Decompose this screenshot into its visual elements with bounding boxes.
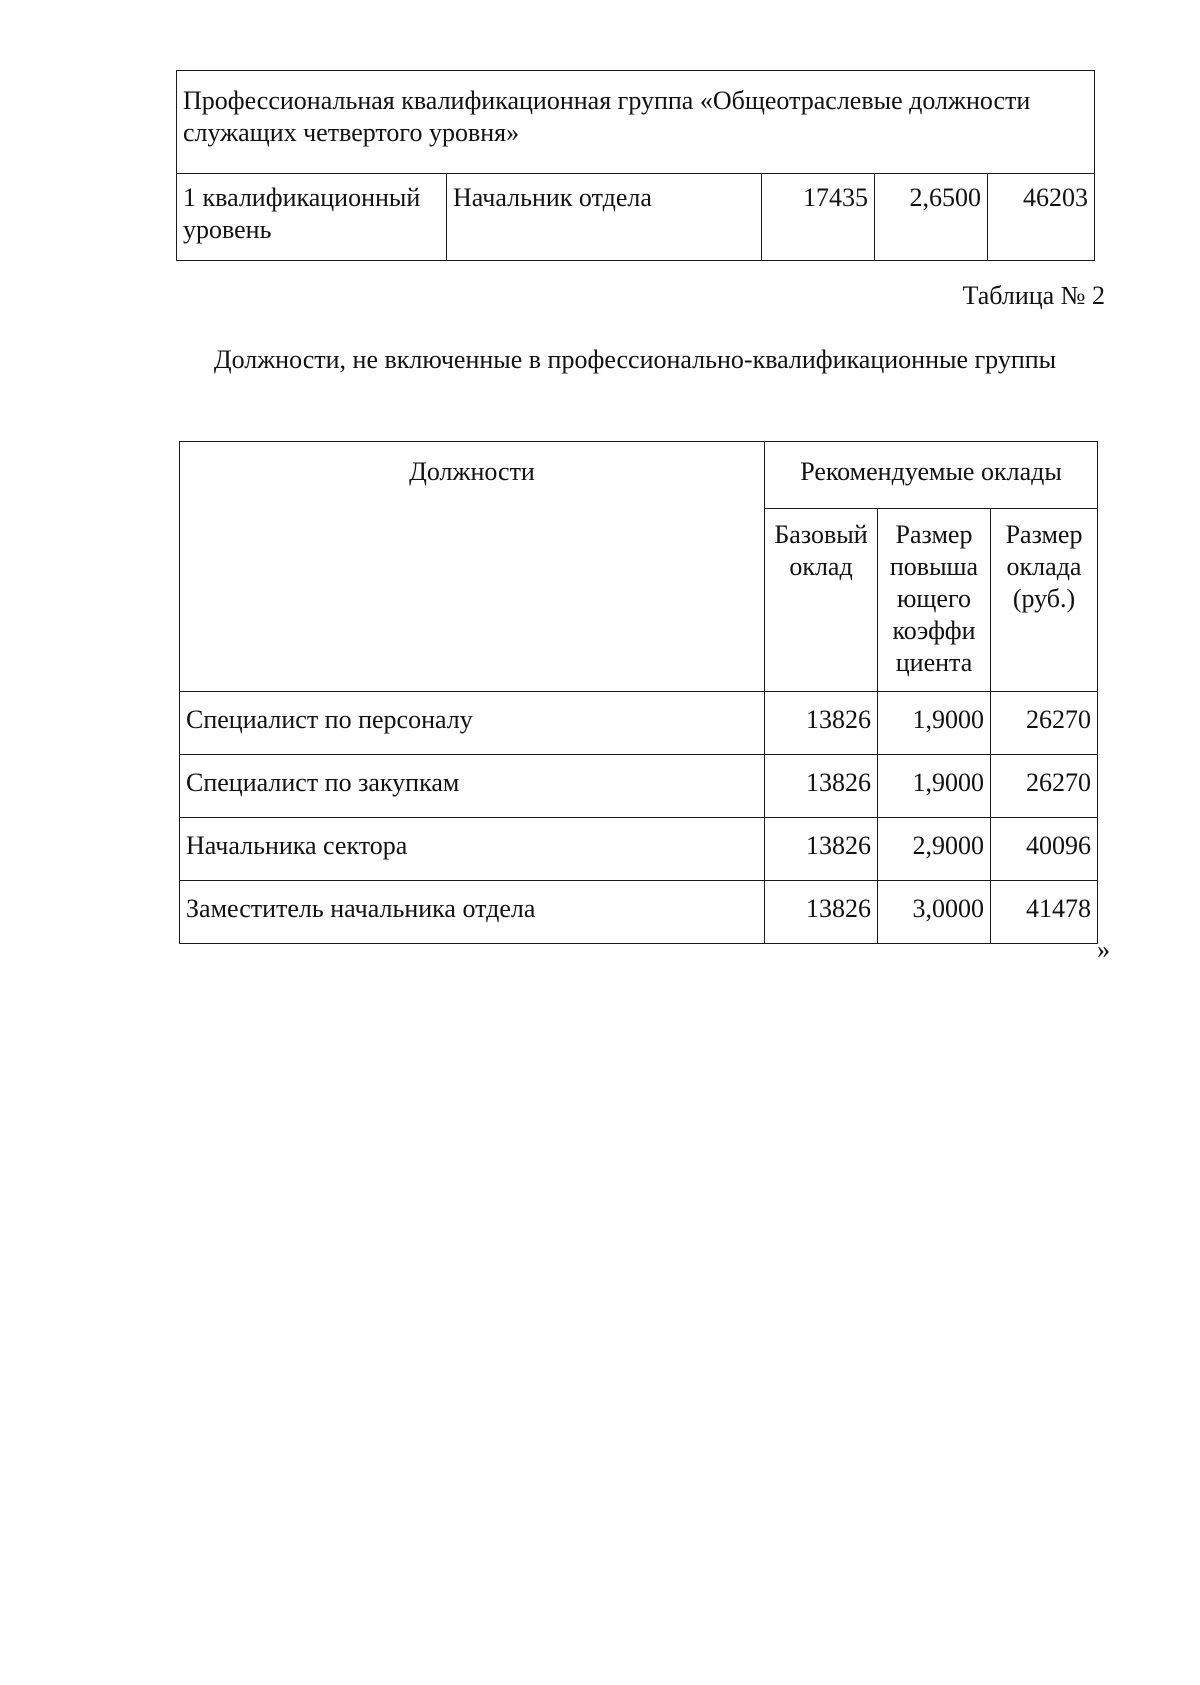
table-row xyxy=(180,692,1098,755)
table-row xyxy=(180,755,1098,818)
position-cell: Специалист по персоналу xyxy=(180,692,765,755)
base-salary-cell: 13826 xyxy=(765,692,878,755)
positions-table xyxy=(179,441,1098,944)
table-row xyxy=(180,818,1098,881)
closing-quote: » xyxy=(1097,935,1110,964)
qualification-group-table xyxy=(176,70,1095,261)
coefficient-cell: 3,0000 xyxy=(878,881,991,944)
group-title: Профессиональная квалификационная группа «Общеотраслевые должности служащих четвертого уровня» xyxy=(177,71,1095,174)
position-cell: Специалист по закупкам xyxy=(180,755,765,818)
position-cell: Заместитель начальника отдела xyxy=(180,881,765,944)
coefficient-cell: 2,9000 xyxy=(878,818,991,881)
header-coefficient: Размер повыша ющего коэффи циента xyxy=(878,509,991,692)
salary-cell: 40096 xyxy=(991,818,1098,881)
salary-cell: 26270 xyxy=(991,692,1098,755)
position-cell: Начальник отдела xyxy=(447,174,762,261)
base-salary-cell: 13826 xyxy=(765,818,878,881)
level-cell: 1 квалификационный уровень xyxy=(177,174,447,261)
header-recommended: Рекомендуемые оклады xyxy=(765,442,1098,509)
salary-cell: 26270 xyxy=(991,755,1098,818)
header-salary: Размер оклада (руб.) xyxy=(991,509,1098,692)
position-cell: Начальника сектора xyxy=(180,818,765,881)
table-number: Таблица № 2 xyxy=(962,281,1105,310)
base-salary-cell: 13826 xyxy=(765,755,878,818)
salary-cell: 41478 xyxy=(991,881,1098,944)
coefficient-cell: 1,9000 xyxy=(878,755,991,818)
coefficient-cell: 2,6500 xyxy=(875,174,988,261)
table-row xyxy=(180,881,1098,944)
header-positions: Должности xyxy=(180,442,765,692)
coefficient-cell: 1,9000 xyxy=(878,692,991,755)
table-row xyxy=(177,174,1095,261)
salary-cell: 46203 xyxy=(988,174,1095,261)
header-base-salary: Базовый оклад xyxy=(765,509,878,692)
base-salary-cell: 17435 xyxy=(762,174,875,261)
table2-title: Должности, не включенные в профессионально-квалификационные группы xyxy=(213,345,1057,374)
base-salary-cell: 13826 xyxy=(765,881,878,944)
